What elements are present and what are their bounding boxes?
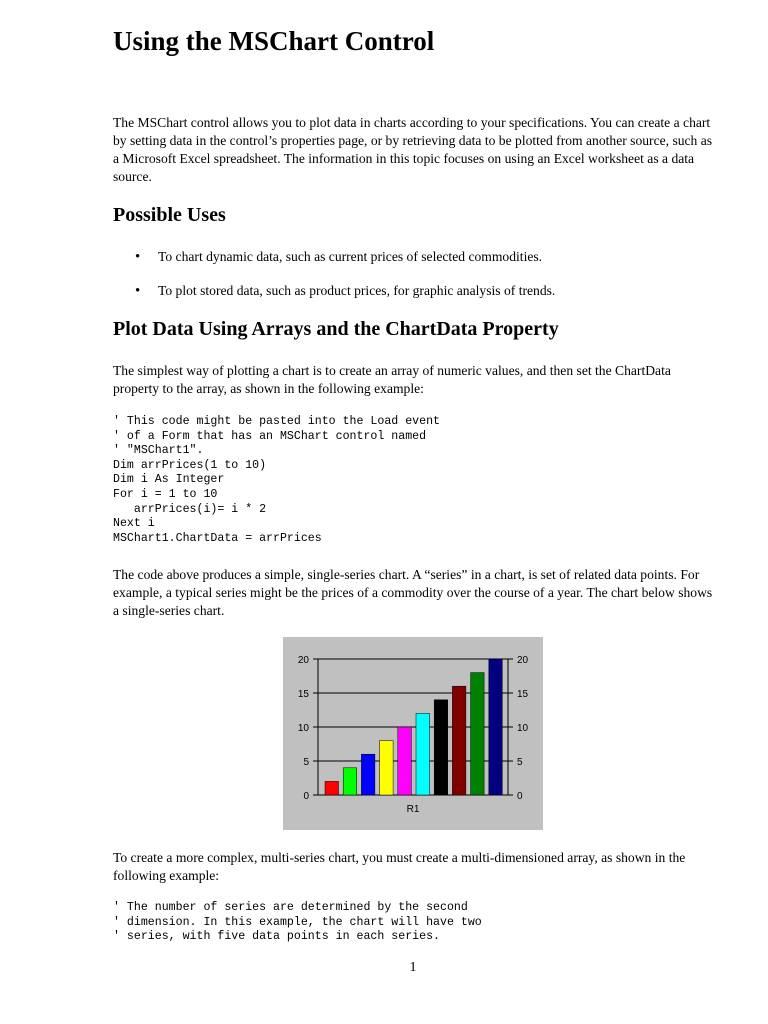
y-tick-label-right: 5 <box>517 757 523 768</box>
intro-paragraph: The MSChart control allows you to plot data in charts according to your specifications. You can create a chart by setting data in the control’s properties page, or by retrieving data to be plotted from another source, such as a Microsoft Excel spreadsheet. The information in this topic focuses on using an Excel worksheet as a data source. <box>113 115 713 184</box>
section-heading-possible-uses: Possible Uses <box>113 204 226 226</box>
chart-svg <box>283 637 543 830</box>
bar <box>416 713 430 795</box>
bar <box>325 781 339 795</box>
list-item: • To chart dynamic data, such as current prices of selected commodities. <box>113 248 713 266</box>
list-item: • To plot stored data, such as product prices, for graphic analysis of trends. <box>113 282 713 300</box>
y-tick-label-left: 0 <box>303 791 309 802</box>
paragraph-simplest-way: The simplest way of plotting a chart is to create an array of numeric values, and then set the ChartData property to the array, as shown in the following example: <box>113 363 671 396</box>
uses-list <box>113 248 713 316</box>
section-heading-plot-data: Plot Data Using Arrays and the ChartData Property <box>113 318 559 340</box>
y-tick-label-left: 15 <box>297 689 309 700</box>
page-title: Using the MSChart Control <box>113 26 435 56</box>
y-tick-label-right: 0 <box>517 791 523 802</box>
code-block-multi-series: ' The number of series are determined by the second ' dimension. In this example, the chart will have two ' series, with five data points in each series. <box>113 901 482 944</box>
bar <box>343 768 357 795</box>
bar <box>398 727 412 795</box>
bar <box>471 673 485 795</box>
y-tick-label-right: 20 <box>517 655 529 666</box>
paragraph-multi-series: To create a more complex, multi-series chart, you must create a multi-dimensioned array, as shown in the following example: <box>113 850 686 883</box>
y-tick-label-left: 5 <box>303 757 309 768</box>
y-tick-label-left: 10 <box>297 723 309 734</box>
bar <box>380 741 394 795</box>
bar <box>489 659 503 795</box>
y-tick-label-left: 20 <box>297 655 309 666</box>
bar <box>361 754 375 795</box>
code-block-single-series: ' This code might be pasted into the Load event ' of a Form that has an MSChart control named ' "MSChart1". Dim arrPrices(1 to 10) Dim i As Integer For i = 1 to 10 arrPrices(i)= i * 2 Next i MSChart1.ChartData = arrPrices <box>113 415 440 545</box>
single-series-chart <box>283 637 543 830</box>
paragraph-single-series: The code above produces a simple, single-series chart. A “series” in a chart, is set of related data points. For example, a typical series might be the prices of a commodity over the course of a year. The chart below shows a single-series chart. <box>113 567 713 618</box>
page-number: 1 <box>409 960 417 975</box>
bar <box>434 700 448 795</box>
bar <box>452 686 466 795</box>
y-tick-label-right: 15 <box>517 689 529 700</box>
y-tick-label-right: 10 <box>517 723 529 734</box>
x-category-label: R1 <box>406 804 420 815</box>
